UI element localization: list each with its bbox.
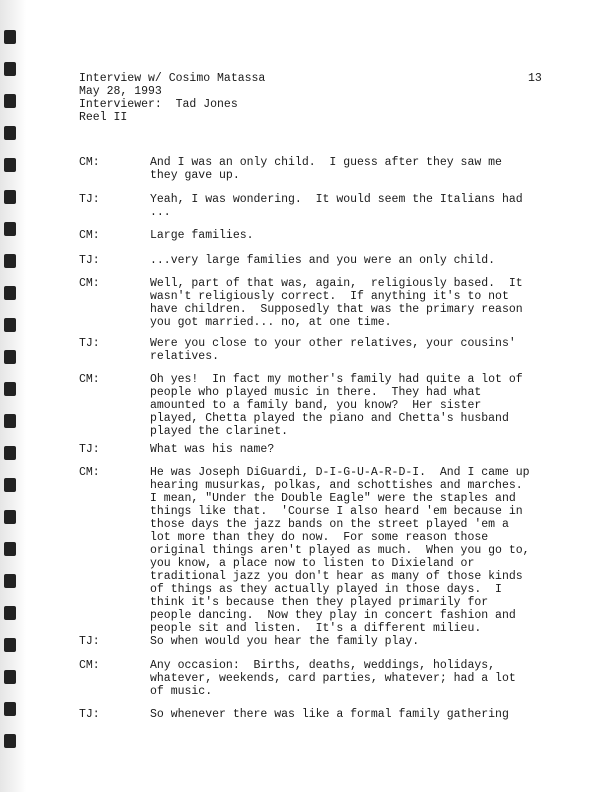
speaker-label: CM: [79, 156, 100, 169]
text-line: Well, part of that was, again, religiously based. It [150, 277, 523, 290]
entry-text [150, 337, 555, 363]
entry-text [150, 466, 555, 635]
text-line: people who played music in there. They had what [150, 386, 482, 399]
speaker-label: TJ: [79, 443, 100, 456]
speaker-label: CM: [79, 277, 100, 290]
text-line: ...very large families and you were an only child. [150, 254, 496, 267]
entry-text [150, 156, 555, 182]
text-line: played, Chetta played the piano and Chetta's husband [150, 412, 509, 425]
binding-hole [4, 734, 16, 748]
binding-hole [4, 574, 16, 588]
text-line: Large families. [150, 229, 254, 242]
text-line: amounted to a family band, you know? Her sister [150, 399, 482, 412]
text-line: traditional jazz you don't hear as many of those kinds [150, 570, 523, 583]
speaker-label: CM: [79, 659, 100, 672]
binding-hole [4, 542, 16, 556]
text-line: people dancing. Now they play in concert fashion and [150, 609, 516, 622]
entry-text [150, 443, 555, 456]
entry-text [150, 659, 555, 698]
binding-hole [4, 446, 16, 460]
binding-edge [0, 0, 26, 792]
text-line: relatives. [150, 350, 220, 363]
binding-hole [4, 478, 16, 492]
text-line: of music. [150, 685, 213, 698]
text-line: What was his name? [150, 443, 275, 456]
binding-hole [4, 510, 16, 524]
binding-hole [4, 254, 16, 268]
speaker-label: CM: [79, 229, 100, 242]
entry-text [150, 708, 555, 721]
text-line: I mean, "Under the Double Eagle" were the staples and [150, 492, 516, 505]
text-line: original things aren't played as much. When you go to, [150, 544, 530, 557]
text-line: those days the jazz bands on the street played 'em a [150, 518, 509, 531]
header-reel: Reel II [79, 111, 128, 124]
binding-hole [4, 638, 16, 652]
interview-header [79, 72, 559, 124]
binding-hole [4, 286, 16, 300]
text-line: Oh yes! In fact my mother's family had quite a lot of [150, 373, 523, 386]
entry-text [150, 193, 555, 219]
binding-hole [4, 382, 16, 396]
header-date: May 28, 1993 [79, 85, 162, 98]
text-line: have children. Supposedly that was the primary reason [150, 303, 523, 316]
binding-hole [4, 702, 16, 716]
text-line: things like that. 'Course I also heard 'em because in [150, 505, 523, 518]
binding-hole [4, 158, 16, 172]
binding-hole [4, 190, 16, 204]
speaker-label: TJ: [79, 635, 100, 648]
text-line: He was Joseph DiGuardi, D-I-G-U-A-R-D-I. And I came up [150, 466, 530, 479]
speaker-label: CM: [79, 373, 100, 386]
binding-hole [4, 318, 16, 332]
speaker-label: TJ: [79, 337, 100, 350]
text-line: of things as they actually played in those days. I [150, 583, 502, 596]
text-line: lot more than they do now. For some reason those [150, 531, 489, 544]
text-line: ... [150, 206, 171, 219]
text-line: whatever, weekends, card parties, whatever; had a lot [150, 672, 516, 685]
entry-text [150, 373, 555, 438]
binding-hole [4, 222, 16, 236]
text-line: people sit and listen. It's a different milieu. [150, 622, 482, 635]
text-line: And I was an only child. I guess after they saw me [150, 156, 502, 169]
text-line: wasn't religiously correct. If anything it's to not [150, 290, 509, 303]
binding-hole [4, 670, 16, 684]
text-line: played the clarinet. [150, 425, 289, 438]
binding-hole [4, 126, 16, 140]
text-line: So whenever there was like a formal family gathering [150, 708, 509, 721]
text-line: Were you close to your other relatives, your cousins' [150, 337, 516, 350]
binding-hole [4, 30, 16, 44]
binding-hole [4, 414, 16, 428]
text-line: they gave up. [150, 169, 240, 182]
text-line: Yeah, I was wondering. It would seem the Italians had [150, 193, 523, 206]
entry-text [150, 229, 555, 242]
speaker-label: CM: [79, 466, 100, 479]
speaker-label: TJ: [79, 254, 100, 267]
text-line: So when would you hear the family play. [150, 635, 420, 648]
text-line: you got married... no, at one time. [150, 316, 392, 329]
text-line: think it's because then they played primarily for [150, 596, 489, 609]
speaker-label: TJ: [79, 708, 100, 721]
binding-hole [4, 350, 16, 364]
text-line: hearing musurkas, polkas, and schottishes and marches. [150, 479, 523, 492]
text-line: Any occasion: Births, deaths, weddings, holidays, [150, 659, 496, 672]
entry-text [150, 635, 555, 648]
binding-hole [4, 606, 16, 620]
entry-text [150, 277, 555, 329]
page-number: 13 [528, 72, 542, 85]
text-line: you know, a place now to listen to Dixieland or [150, 557, 475, 570]
binding-hole [4, 62, 16, 76]
binding-hole [4, 94, 16, 108]
header-title: Interview w/ Cosimo Matassa [79, 72, 266, 85]
header-interviewer: Interviewer: Tad Jones [79, 98, 238, 111]
entry-text [150, 254, 555, 267]
speaker-label: TJ: [79, 193, 100, 206]
